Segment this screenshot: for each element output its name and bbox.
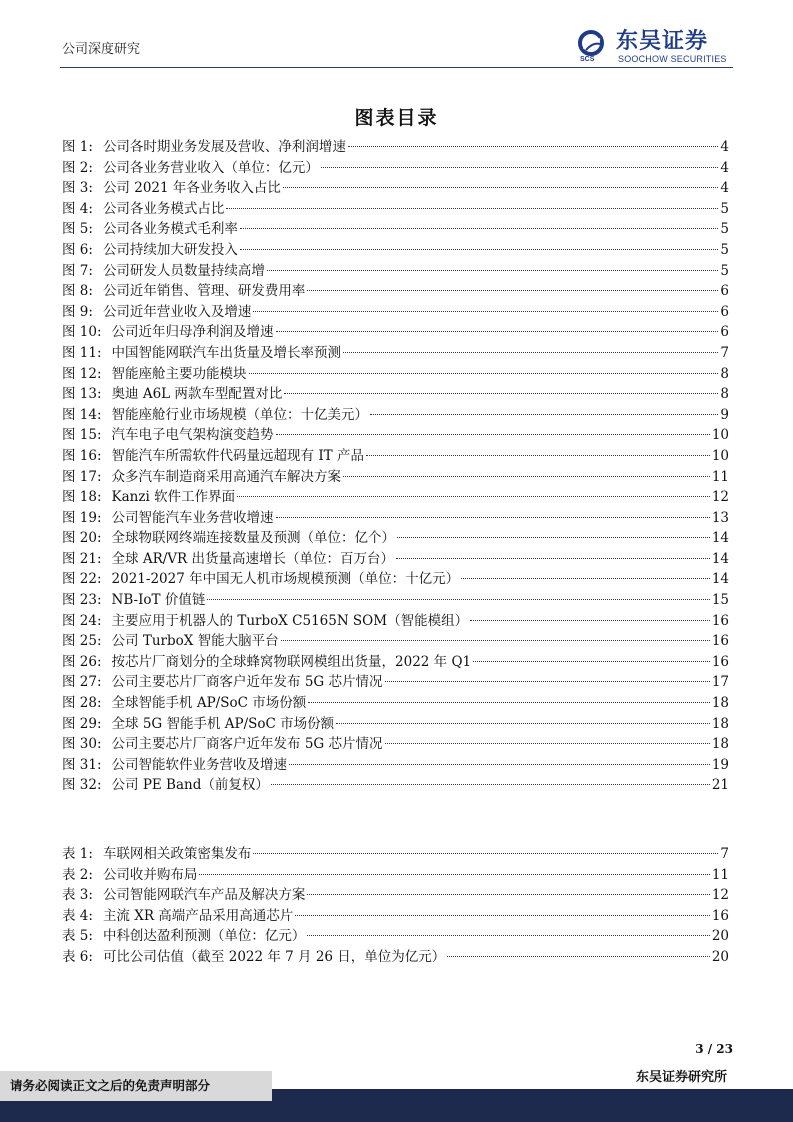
- figure-entry[interactable]: [62, 652, 729, 673]
- figure-entry[interactable]: [62, 631, 729, 652]
- entry-title: 全球 5G 智能手机 AP/SoC 市场份额: [111, 715, 335, 732]
- entry-label: 图 25:: [62, 633, 102, 650]
- dot-leader: [281, 640, 710, 641]
- figure-entry[interactable]: [62, 364, 729, 385]
- dot-leader: [289, 764, 710, 765]
- entry-label: 图 15:: [62, 427, 102, 444]
- entry-title: 汽车电子电气架构演变趋势: [111, 427, 274, 444]
- dot-leader: [470, 620, 710, 621]
- entry-page-number: 15: [711, 592, 729, 609]
- entry-title: Kanzi 软件工作界面: [111, 489, 236, 506]
- entry-page-number: 20: [711, 928, 729, 945]
- entry-label: 图 18:: [62, 489, 102, 506]
- entry-page-number: 17: [711, 674, 729, 691]
- entry-page-number: 11: [711, 468, 729, 485]
- entry-title: 公司主要芯片厂商客户近年发布 5G 芯片情况: [111, 674, 383, 691]
- entry-page-number: 18: [711, 695, 729, 712]
- entry-page-number: 16: [711, 653, 729, 670]
- dot-leader: [237, 496, 710, 497]
- entry-page-number: 6: [720, 324, 729, 341]
- entry-title: 智能座舱主要功能模块: [111, 365, 247, 382]
- entry-page-number: 12: [711, 489, 729, 506]
- entry-label: 图 3:: [62, 180, 93, 197]
- entry-label: 图 28:: [62, 695, 102, 712]
- entry-title: 智能座舱行业市场规模（单位：十亿美元）: [111, 406, 369, 423]
- table-list: [62, 844, 729, 968]
- dot-leader: [267, 270, 718, 271]
- entry-title: 车联网相关政策密集发布: [102, 846, 252, 862]
- entry-title: 公司 TurboX 智能大脑平台: [111, 633, 279, 650]
- figure-entry[interactable]: [62, 178, 729, 199]
- entry-label: 图 27:: [62, 674, 102, 691]
- dot-leader: [307, 290, 718, 291]
- entry-page-number: 16: [711, 907, 729, 924]
- dot-leader: [336, 723, 710, 724]
- dot-leader: [207, 599, 709, 600]
- entry-page-number: 20: [711, 948, 729, 965]
- entry-title: 全球物联网终端连接数量及预测（单位：亿个）: [111, 530, 396, 547]
- entry-title: 主要应用于机器人的 TurboX C5165N SOM（智能模组）: [111, 612, 469, 629]
- entry-title: 公司研发人员数量持续高增: [102, 262, 265, 279]
- dot-leader: [295, 915, 710, 916]
- dot-leader: [461, 578, 710, 579]
- dot-leader: [307, 894, 709, 895]
- entry-page-number: 5: [720, 221, 729, 238]
- entry-label: 图 22:: [62, 571, 102, 588]
- dot-leader: [321, 167, 718, 168]
- entry-label: 图 24:: [62, 612, 102, 629]
- entry-label: 图 5:: [62, 221, 93, 238]
- dot-leader: [240, 249, 718, 250]
- entry-page-number: 7: [720, 846, 729, 862]
- entry-title: 公司智能汽车业务营收增速: [111, 509, 274, 526]
- entry-label: 表 1:: [62, 846, 93, 862]
- entry-label: 图 8:: [62, 283, 93, 300]
- entry-title: 公司收并购布局: [102, 866, 198, 883]
- entry-title: 按芯片厂商划分的全球蜂窝物联网模组出货量，2022 年 Q1: [111, 653, 472, 670]
- entry-title: 公司各业务模式占比: [102, 200, 225, 217]
- table-entry[interactable]: [62, 926, 729, 947]
- entry-title: 公司 PE Band（前复权）: [111, 777, 269, 794]
- entry-label: 图 4:: [62, 200, 93, 217]
- dot-leader: [276, 331, 719, 332]
- entry-page-number: 6: [720, 303, 729, 320]
- entry-label: 图 31:: [62, 756, 102, 773]
- entry-label: 图 9:: [62, 303, 93, 320]
- entry-page-number: 5: [720, 241, 729, 258]
- entry-label: 表 4:: [62, 907, 93, 924]
- figure-entry[interactable]: [62, 425, 729, 446]
- entry-label: 图 20:: [62, 530, 102, 547]
- entry-label: 图 11:: [62, 344, 102, 361]
- entry-page-number: 4: [720, 180, 729, 197]
- dot-leader: [249, 373, 719, 374]
- entry-title: 智能汽车所需软件代码量远超现有 IT 产品: [111, 447, 364, 464]
- entry-page-number: 14: [711, 530, 729, 547]
- dot-leader: [283, 187, 719, 188]
- dot-leader: [226, 208, 718, 209]
- entry-label: 图 13:: [62, 386, 102, 403]
- table-entry[interactable]: [62, 885, 729, 906]
- entry-title: 公司各业务模式毛利率: [102, 221, 238, 238]
- dot-leader: [199, 874, 709, 875]
- entry-page-number: 5: [720, 200, 729, 217]
- entry-title: 公司持续加大研发投入: [102, 241, 238, 258]
- figure-entry[interactable]: [62, 672, 729, 693]
- entry-title: 公司智能软件业务营收及增速: [111, 756, 288, 773]
- table-entry[interactable]: [62, 947, 729, 968]
- entry-title: 公司主要芯片厂商客户近年发布 5G 芯片情况: [111, 736, 383, 753]
- table-entry[interactable]: [62, 906, 729, 927]
- entry-label: 图 1:: [62, 139, 93, 155]
- entry-label: 表 5:: [62, 928, 93, 945]
- dot-leader: [271, 784, 710, 785]
- figure-entry[interactable]: [62, 137, 729, 158]
- entry-title: NB-IoT 价值链: [111, 592, 206, 609]
- entry-page-number: 14: [711, 571, 729, 588]
- figure-entry[interactable]: [62, 693, 729, 714]
- figure-entry[interactable]: [62, 734, 729, 755]
- figure-entry[interactable]: [62, 714, 729, 735]
- entry-title: 公司 2021 年各业务收入占比: [102, 180, 281, 197]
- dot-leader: [447, 956, 710, 957]
- entry-page-number: 4: [720, 139, 729, 155]
- entry-label: 图 26:: [62, 653, 102, 670]
- figure-entry[interactable]: [62, 590, 729, 611]
- company-logo: [578, 30, 738, 66]
- figure-entry[interactable]: [62, 302, 729, 323]
- dot-leader: [385, 743, 710, 744]
- entry-title: 2021-2027 年中国无人机市场规模预测（单位：十亿元）: [111, 571, 460, 588]
- figure-entry[interactable]: [62, 343, 729, 364]
- entry-page-number: 21: [711, 777, 729, 794]
- dot-leader: [276, 434, 710, 435]
- figure-entry[interactable]: [62, 405, 729, 426]
- entry-page-number: 11: [711, 866, 729, 883]
- dot-leader: [253, 853, 718, 854]
- entry-title: 全球智能手机 AP/SoC 市场份额: [111, 695, 307, 712]
- entry-page-number: 8: [720, 386, 729, 403]
- entry-page-number: 19: [711, 756, 729, 773]
- entry-label: 图 17:: [62, 468, 102, 485]
- figure-entry[interactable]: [62, 199, 729, 220]
- entry-title: 奥迪 A6L 两款车型配置对比: [111, 386, 283, 403]
- dot-leader: [240, 228, 718, 229]
- entry-title: 众多汽车制造商采用高通汽车解决方案: [111, 468, 342, 485]
- dot-leader: [308, 702, 710, 703]
- figure-entry[interactable]: [62, 158, 729, 179]
- figure-entry[interactable]: [62, 467, 729, 488]
- entry-label: 图 12:: [62, 365, 102, 382]
- figure-entry[interactable]: [62, 446, 729, 467]
- entry-page-number: 10: [711, 427, 729, 444]
- entry-label: 图 16:: [62, 447, 102, 464]
- entry-label: 图 7:: [62, 262, 93, 279]
- dot-leader: [473, 661, 710, 662]
- dot-leader: [396, 558, 710, 559]
- dot-leader: [343, 352, 718, 353]
- logo-english-name: SOOCHOW SECURITIES: [618, 54, 727, 64]
- dot-leader: [253, 311, 718, 312]
- entry-label: 图 21:: [62, 550, 102, 567]
- entry-label: 表 2:: [62, 866, 93, 883]
- figure-entry[interactable]: [62, 508, 729, 529]
- entry-page-number: 10: [711, 447, 729, 464]
- entry-label: 图 19:: [62, 509, 102, 526]
- figure-entry[interactable]: [62, 569, 729, 590]
- dot-leader: [276, 517, 710, 518]
- figure-entry[interactable]: [62, 322, 729, 343]
- entry-page-number: 16: [711, 633, 729, 650]
- entry-title: 公司各时期业务发展及营收、净利润增速: [102, 139, 346, 155]
- entry-label: 图 30:: [62, 736, 102, 753]
- dot-leader: [348, 146, 718, 147]
- dot-leader: [366, 455, 710, 456]
- entry-page-number: 18: [711, 715, 729, 732]
- entry-page-number: 7: [720, 344, 729, 361]
- logo-chinese-name: 东吴证券: [616, 29, 709, 54]
- logo-abbreviation: SCS: [580, 56, 595, 63]
- entry-page-number: 14: [711, 550, 729, 567]
- entry-title: 公司各业务营业收入（单位：亿元）: [102, 159, 319, 176]
- entry-title: 公司近年归母净利润及增速: [111, 324, 274, 341]
- entry-title: 可比公司估值（截至 2022 年 7 月 26 日，单位为亿元）: [102, 948, 446, 965]
- entry-title: 公司智能网联汽车产品及解决方案: [102, 887, 306, 904]
- entry-label: 图 14:: [62, 406, 102, 423]
- figure-entry[interactable]: [62, 549, 729, 570]
- page-number: 3 / 23: [695, 1042, 733, 1056]
- entry-title: 中国智能网联汽车出货量及增长率预测: [111, 344, 342, 361]
- entry-page-number: 13: [711, 509, 729, 526]
- entry-page-number: 5: [720, 262, 729, 279]
- figure-entry[interactable]: [62, 240, 729, 261]
- entry-title: 公司近年销售、管理、研发费用率: [102, 283, 306, 300]
- table-entry[interactable]: [62, 844, 729, 865]
- entry-label: 图 23:: [62, 592, 102, 609]
- figure-entry[interactable]: [62, 261, 729, 282]
- figure-list: [62, 137, 729, 796]
- figure-entry[interactable]: [62, 281, 729, 302]
- entry-page-number: 9: [720, 406, 729, 423]
- footer-organization: 东吴证券研究所: [635, 1070, 727, 1085]
- entry-label: 图 29:: [62, 715, 102, 732]
- dot-leader: [385, 681, 710, 682]
- entry-page-number: 18: [711, 736, 729, 753]
- page-title: 图表目录: [354, 107, 439, 129]
- figure-entry[interactable]: [62, 528, 729, 549]
- entry-label: 表 6:: [62, 948, 93, 965]
- entry-title: 全球 AR/VR 出货量高速增长（单位：百万台）: [111, 550, 394, 567]
- entry-label: 图 6:: [62, 241, 93, 258]
- report-type-label: 公司深度研究: [62, 42, 141, 57]
- entry-label: 图 2:: [62, 159, 93, 176]
- entry-page-number: 16: [711, 612, 729, 629]
- entry-page-number: 4: [720, 159, 729, 176]
- figure-entry[interactable]: [62, 775, 729, 796]
- entry-label: 图 10:: [62, 324, 102, 341]
- entry-title: 公司近年营业收入及增速: [102, 303, 252, 320]
- table-entry[interactable]: [62, 865, 729, 886]
- dot-leader: [370, 414, 718, 415]
- entry-page-number: 6: [720, 283, 729, 300]
- dot-leader: [307, 935, 709, 936]
- header-divider: [60, 67, 733, 68]
- entry-page-number: 8: [720, 365, 729, 382]
- entry-page-number: 12: [711, 887, 729, 904]
- figure-entry[interactable]: [62, 611, 729, 632]
- entry-label: 图 32:: [62, 777, 102, 794]
- dot-leader: [343, 476, 710, 477]
- entry-label: 表 3:: [62, 887, 93, 904]
- figure-entry[interactable]: [62, 219, 729, 240]
- figure-entry[interactable]: [62, 755, 729, 776]
- figure-entry[interactable]: [62, 384, 729, 405]
- figure-entry[interactable]: [62, 487, 729, 508]
- entry-title: 主流 XR 高端产品采用高通芯片: [102, 907, 294, 924]
- dot-leader: [397, 537, 710, 538]
- entry-title: 中科创达盈利预测（单位：亿元）: [102, 928, 306, 945]
- disclaimer-notice: 请务必阅读正文之后的免责声明部分: [0, 1071, 272, 1101]
- dot-leader: [284, 393, 718, 394]
